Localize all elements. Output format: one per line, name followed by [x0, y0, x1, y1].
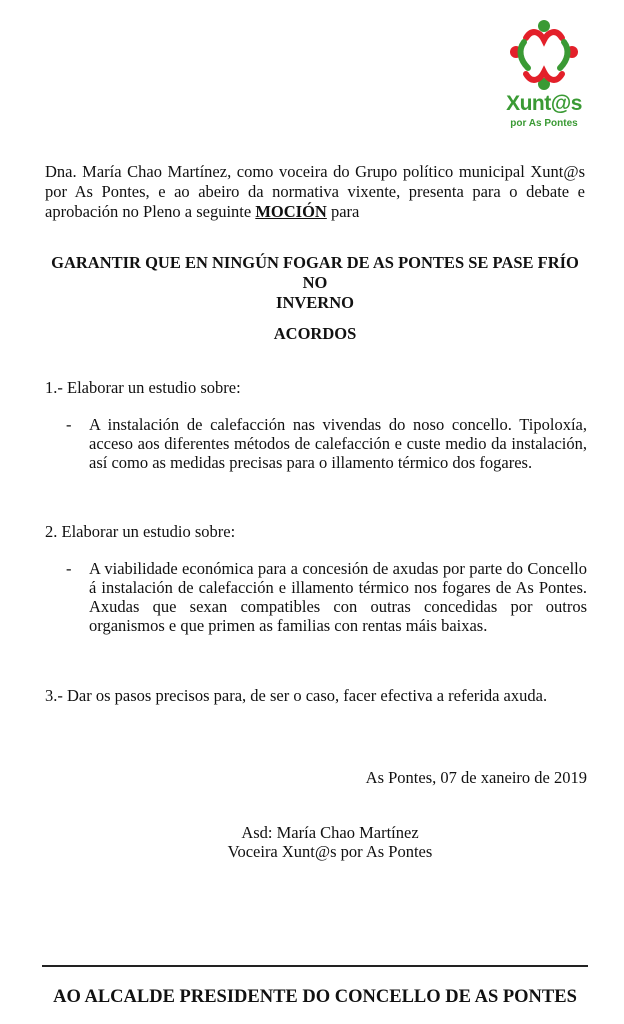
item-1-heading: 1.- Elaborar un estudio sobre:	[45, 378, 241, 397]
intro-paragraph	[45, 162, 585, 222]
agreements-heading: ACORDOS	[273, 324, 357, 343]
item-2-bullet: -	[66, 559, 72, 578]
logo-name: Xunt@s	[506, 92, 582, 115]
intro-text-end: para	[326, 202, 360, 221]
addressee: AO ALCALDE PRESIDENTE DO CONCELLO DE AS PONTES	[53, 987, 577, 1007]
intro-text: Dna. María Chao Martínez, como voceira do Grupo político municipal Xunt@s por As Pontes, e ao abeiro da normativa vixente, presenta para o debate e aprobación no Pleno a seguinte	[45, 162, 585, 221]
item-1-text: A instalación de calefacción nas vivendas do noso concello. Tipoloxía, acceso aos diferentes métodos de calefacción e custe medio da instalación, así como as medidas precisas para o illamento térmico dos fogares.	[89, 415, 587, 472]
logo-subtitle: por As Pontes	[510, 118, 578, 129]
motion-title-line: GARANTIR QUE EN NINGÚN FOGAR DE AS PONTES SE PASE FRÍO NO	[51, 253, 579, 292]
item-2-text: A viabilidade económica para a concesión de axudas por parte do Concello á instalación de calefacción e illamento térmico nos fogares de As Pontes. Axudas que sexan compatibles con outras concedidas por outros organismos e que primen as familias con rentas máis baixas.	[89, 559, 587, 635]
people-circle-icon	[506, 18, 582, 94]
motion-title	[45, 253, 585, 313]
motion-label: MOCIÓN	[255, 202, 327, 221]
motion-title-line: INVERNO	[276, 293, 354, 312]
signature-name: Asd: María Chao Martínez	[241, 823, 419, 842]
item-1-bullet: -	[66, 415, 72, 434]
signature-role: Voceira Xunt@s por As Pontes	[227, 842, 433, 861]
item-3-text: 3.- Dar os pasos precisos para, de ser o caso, facer efectiva a referida axuda.	[45, 686, 548, 705]
item-2-heading: 2. Elaborar un estudio sobre:	[45, 522, 236, 541]
place-date: As Pontes, 07 de xaneiro de 2019	[365, 768, 587, 787]
footer-divider	[42, 965, 588, 967]
party-logo	[494, 14, 594, 130]
